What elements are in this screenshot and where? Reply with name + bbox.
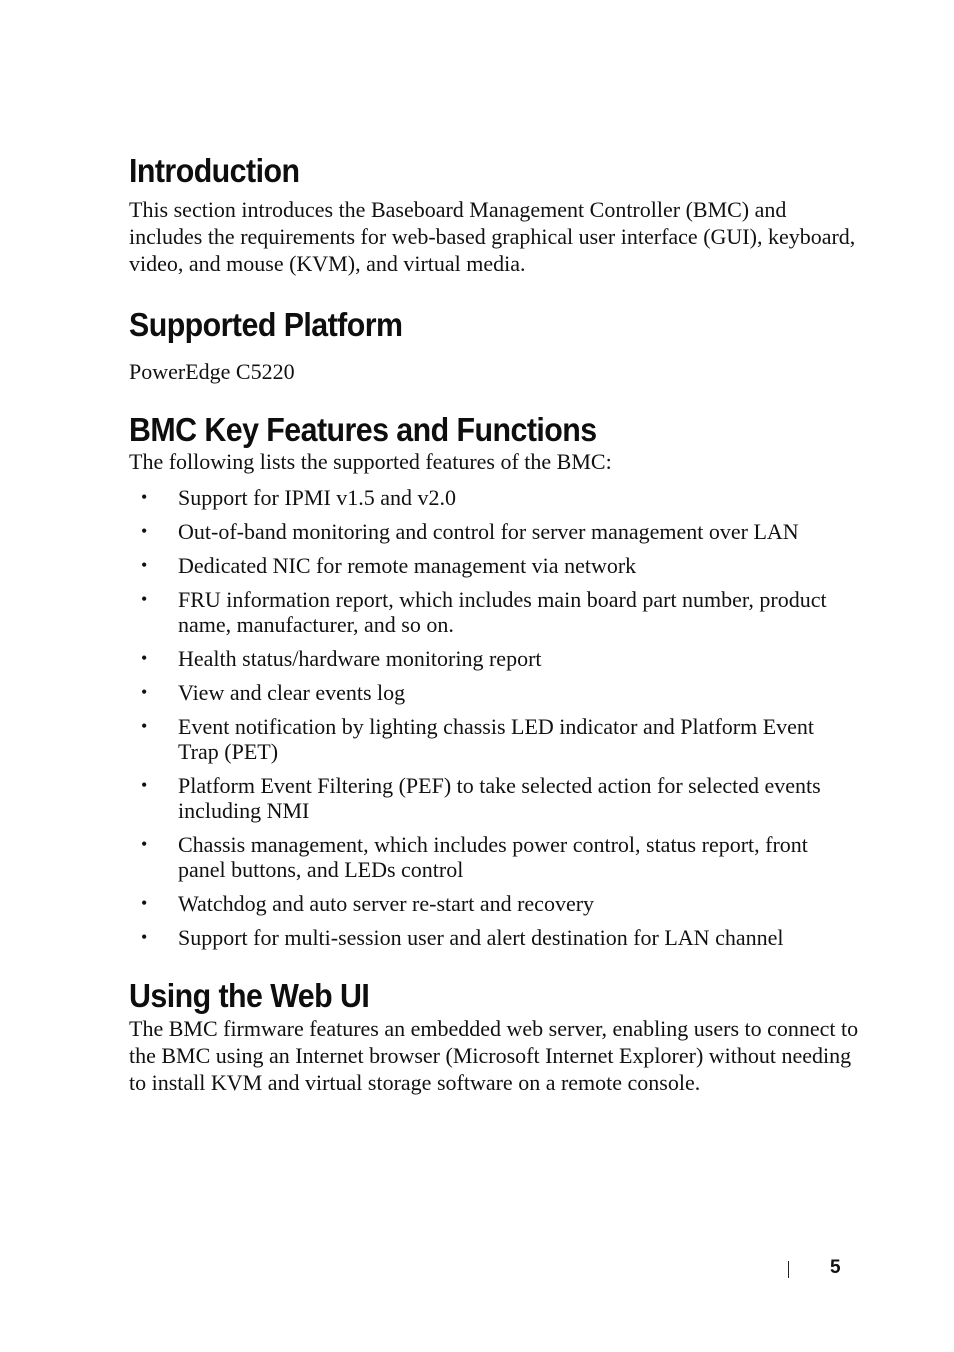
list-item: [129, 891, 859, 916]
list-item-text: Out-of-band monitoring and control for server management over LAN: [178, 519, 799, 544]
list-item: [129, 553, 859, 578]
bmc-features-heading: BMC Key Features and Functions: [129, 411, 597, 448]
introduction-heading: Introduction: [129, 152, 300, 189]
list-item: [129, 925, 859, 950]
list-item-text: Support for multi-session user and alert destination for LAN channel: [178, 925, 784, 950]
web-ui-body: The BMC firmware features an embedded web server, enabling users to connect to the BMC using an Internet browser (Microsoft Internet Explorer) without needing to install KVM and virtual storage software on a remote console.: [129, 1016, 859, 1095]
list-item: [129, 714, 859, 764]
list-item-text: Support for IPMI v1.5 and v2.0: [178, 485, 457, 510]
list-item-text: Chassis management, which includes power control, status report, front panel buttons, and LEDs control: [178, 832, 808, 882]
list-item-text: Health status/hardware monitoring report: [178, 646, 542, 671]
supported-platform-body: PowerEdge C5220: [129, 359, 295, 384]
introduction-section: [129, 152, 859, 277]
list-item: [129, 680, 859, 705]
list-item: [129, 485, 859, 510]
list-item: [129, 587, 859, 637]
bullet-icon: •: [141, 893, 148, 913]
feature-list: [129, 485, 859, 950]
list-item: [129, 519, 859, 544]
bullet-icon: •: [141, 555, 148, 575]
list-item-text: FRU information report, which includes main board part number, product name, manufacturer, and so on.: [178, 587, 827, 637]
introduction-body: This section introduces the Baseboard Management Controller (BMC) and includes the requirements for web-based graphical user interface (GUI), keyboard, video, and mouse (KVM), and virtual media.: [129, 197, 856, 276]
bullet-icon: •: [141, 589, 148, 609]
list-item-text: Platform Event Filtering (PEF) to take selected action for selected events including NMI: [178, 773, 821, 823]
list-item-text: View and clear events log: [178, 680, 406, 705]
list-item-text: Event notification by lighting chassis LED indicator and Platform Event Trap (PET): [178, 714, 815, 764]
web-ui-section: [129, 977, 859, 1096]
footer-divider: [788, 1261, 789, 1278]
bullet-icon: •: [141, 487, 148, 507]
bmc-features-section: [129, 411, 859, 959]
bullet-icon: •: [141, 648, 148, 668]
bullet-icon: •: [141, 682, 148, 702]
list-item: [129, 646, 859, 671]
list-item: [129, 832, 859, 882]
page-number: 5: [830, 1257, 841, 1278]
bullet-icon: •: [141, 521, 148, 541]
bullet-icon: •: [141, 716, 148, 736]
bullet-icon: •: [141, 834, 148, 854]
web-ui-heading: Using the Web UI: [129, 977, 370, 1014]
bullet-icon: •: [141, 927, 148, 947]
list-item: [129, 773, 859, 823]
bmc-features-intro: The following lists the supported features of the BMC:: [129, 449, 612, 474]
bullet-icon: •: [141, 775, 148, 795]
list-item-text: Watchdog and auto server re-start and recovery: [178, 891, 595, 916]
page-footer: [786, 1256, 856, 1282]
list-item-text: Dedicated NIC for remote management via network: [178, 553, 637, 578]
supported-platform-section: [129, 306, 859, 385]
supported-platform-heading: Supported Platform: [129, 306, 403, 343]
